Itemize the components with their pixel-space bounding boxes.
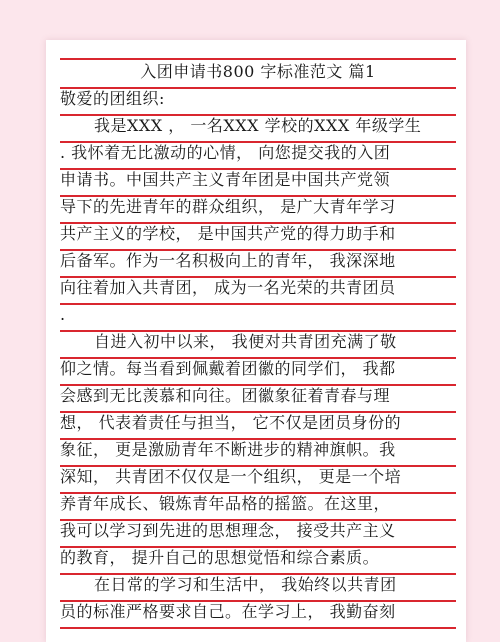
text-line: 会感到无比羡慕和向往。团徽象征着青春与理	[60, 384, 456, 413]
text-line: 深知， 共青团不仅仅是一个组织， 更是一个培	[60, 465, 456, 494]
text-line: 员的标准严格要求自己。在学习上， 我勤奋刻	[60, 600, 456, 629]
text-line: 我可以学习到先进的思想理念， 接受共产主义	[60, 519, 456, 548]
text-line: 后备军。作为一名积极向上的青年， 我深深地	[60, 249, 456, 278]
text-line: 养青年成长、锻炼青年品格的摇篮。在这里，	[60, 492, 456, 521]
text-line: 向往着加入共青团， 成为一名光荣的共青团员	[60, 276, 456, 305]
text-line: 申请书。中国共产主义青年团是中国共产党领	[60, 168, 456, 197]
text-line: 自进入初中以来， 我便对共青团充满了敬	[60, 330, 456, 359]
text-line: 仰之情。每当看到佩戴着团徽的同学们， 我都	[60, 357, 456, 386]
text-line: 敬爱的团组织:	[60, 87, 456, 116]
letter-paper	[46, 40, 466, 642]
document-title: 入团申请书800 字标准范文 篇1	[60, 60, 456, 89]
text-line: 想， 代表着责任与担当， 它不仅是团员身份的	[60, 411, 456, 440]
text-line: .	[60, 303, 456, 332]
text-line: 的教育， 提升自己的思想觉悟和综合素质。	[60, 546, 456, 575]
text-line: 我是XXX ， 一名XXX 学校的XXX 年级学生	[60, 114, 456, 143]
text-line: 导下的先进青年的群众组织， 是广大青年学习	[60, 195, 456, 224]
text-line: 在日常的学习和生活中， 我始终以共青团	[60, 573, 456, 602]
text-line: . 我怀着无比激动的心情， 向您提交我的入团	[60, 141, 456, 170]
text-line: 共产主义的学校， 是中国共产党的得力助手和	[60, 222, 456, 251]
text-line: 象征， 更是激励青年不断进步的精神旗帜。我	[60, 438, 456, 467]
